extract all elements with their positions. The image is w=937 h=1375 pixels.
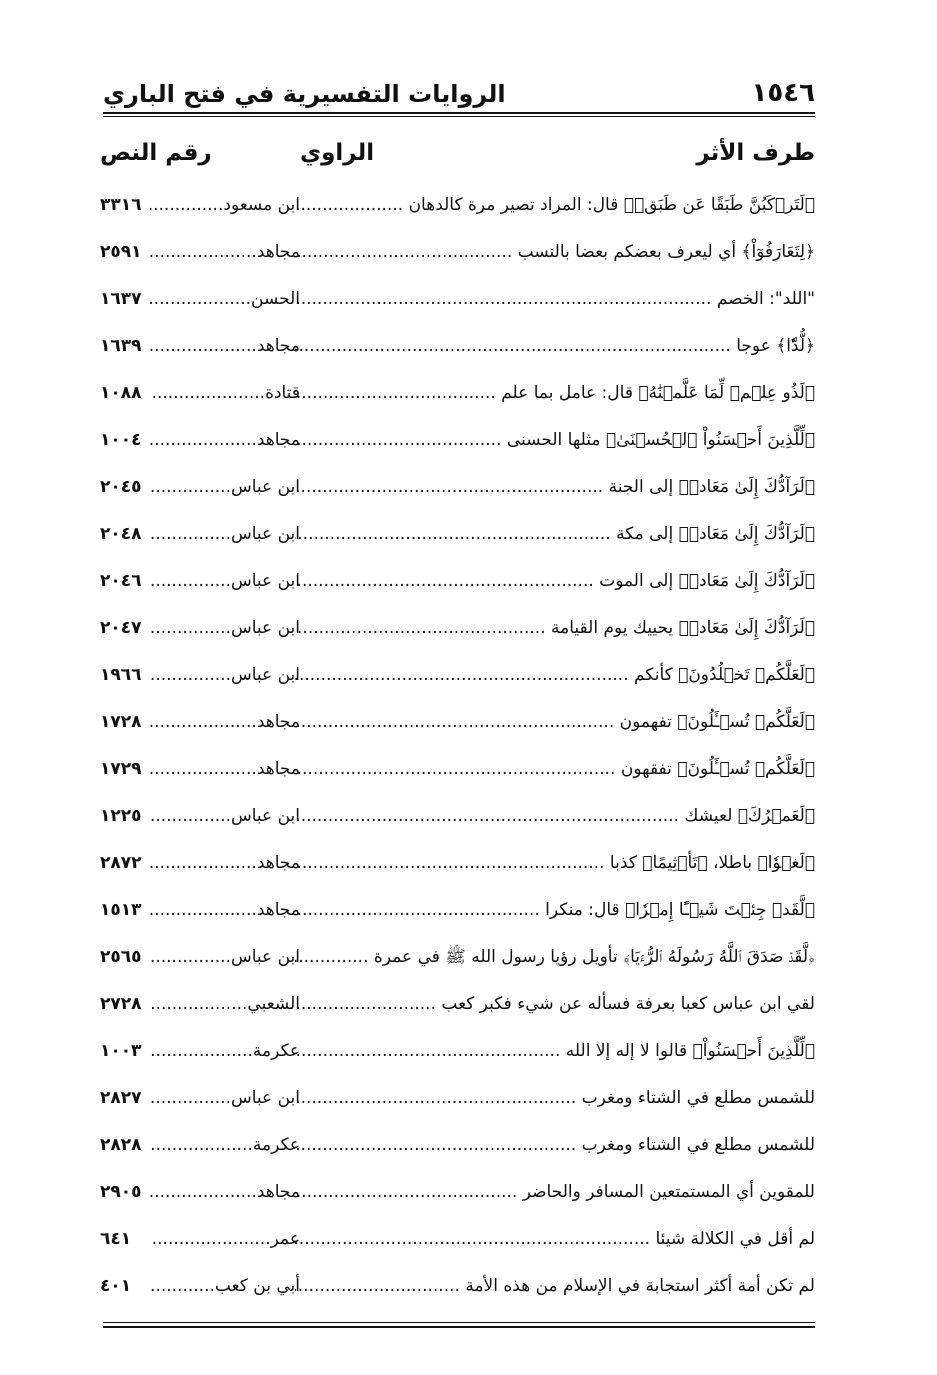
row-narrator-text: قتادة ..... xyxy=(150,383,300,403)
row-number: ٦٤١ xyxy=(100,1229,132,1249)
column-headers xyxy=(100,140,815,178)
row-narrator xyxy=(150,1263,300,1310)
row-tip xyxy=(295,887,815,934)
row-narrator xyxy=(150,229,300,276)
row-tip xyxy=(295,323,815,370)
row-narrator xyxy=(150,793,300,840)
row-number: ٢٨٢٨ xyxy=(100,1135,142,1155)
row-number: ٢٠٤٥ xyxy=(100,477,142,497)
row-tip xyxy=(295,699,815,746)
row-narrator-text: ابن عباس ..... xyxy=(150,618,300,638)
index-row xyxy=(100,605,815,652)
row-tip xyxy=(295,558,815,605)
row-narrator-text: ابن عباس ..... xyxy=(150,571,300,591)
index-row xyxy=(100,370,815,417)
row-tip xyxy=(295,746,815,793)
row-tip-text: للمقوين أي المستمتعين المسافر والحاضر ..... xyxy=(295,1182,815,1202)
row-number: ١٧٢٨ xyxy=(100,712,142,732)
column-header-number: رقم النص xyxy=(100,140,212,166)
row-narrator-text: الشعبي ..... xyxy=(150,994,300,1014)
row-narrator xyxy=(150,417,300,464)
row-number: ١٩٦٦ xyxy=(100,665,142,685)
index-row xyxy=(100,1263,815,1310)
row-narrator xyxy=(150,558,300,605)
row-tip xyxy=(295,1075,815,1122)
row-narrator xyxy=(150,370,300,417)
row-tip-text: ﴿لَعَلَّكُمۡ تُسۡـَٔلُونَ﴾ تفهمون ..... xyxy=(295,712,815,732)
index-row xyxy=(100,1169,815,1216)
row-tip-text: ﴿لَرَآدُّكَ إِلَىٰ مَعَادٖ﴾ إلى الموت ..... xyxy=(295,571,815,591)
row-tip xyxy=(295,1263,815,1310)
row-tip-text: لم أقل في الكلالة شيئا ..... xyxy=(295,1229,815,1249)
index-row xyxy=(100,981,815,1028)
row-number: ١٠٠٣ xyxy=(100,1041,142,1061)
row-tip xyxy=(295,182,815,229)
row-narrator-text: مجاهد ..... xyxy=(150,336,300,356)
index-row xyxy=(100,229,815,276)
row-tip-text: للشمس مطلع في الشتاء ومغرب ..... xyxy=(295,1135,815,1155)
row-narrator xyxy=(150,323,300,370)
index-row xyxy=(100,699,815,746)
page-number: ١٥٤٦ xyxy=(751,78,815,108)
row-narrator xyxy=(150,276,300,323)
row-narrator xyxy=(150,887,300,934)
row-tip-text: ﴿لَعَلَّكُمۡ تُسۡـَٔلُونَ﴾ تفقهون ..... xyxy=(295,759,815,779)
row-number: ٢٥٦٥ xyxy=(100,947,142,967)
index-row xyxy=(100,1216,815,1263)
row-narrator xyxy=(150,840,300,887)
index-row xyxy=(100,887,815,934)
index-row xyxy=(100,1075,815,1122)
row-tip xyxy=(295,370,815,417)
row-narrator xyxy=(150,1122,300,1169)
row-narrator xyxy=(150,981,300,1028)
row-number: ٢٧٢٨ xyxy=(100,994,142,1014)
row-tip xyxy=(295,981,815,1028)
index-row xyxy=(100,652,815,699)
row-tip-text: لم تكن أمة أكثر استجابة في الإسلام من هذه الأمة ..... xyxy=(295,1276,815,1296)
row-tip-text: ﴿لَغۡوٗا﴾ باطلا، ﴿تَأۡثِيمًا﴾ كذبا ..... xyxy=(295,853,815,873)
row-number: ٢٨٧٢ xyxy=(100,853,142,873)
index-row xyxy=(100,558,815,605)
row-number: ١٥١٣ xyxy=(100,900,142,920)
row-narrator-text: ابن عباس ..... xyxy=(150,1088,300,1108)
header-divider xyxy=(103,112,815,114)
row-narrator xyxy=(150,464,300,511)
row-narrator-text: مجاهد ..... xyxy=(150,1182,300,1202)
row-tip xyxy=(295,605,815,652)
row-narrator-text: مجاهد ..... xyxy=(150,900,300,920)
row-number: ٢٠٤٧ xyxy=(100,618,142,638)
row-tip-text: ﴿لَعَمۡرُكَ﴾ لعيشك ..... xyxy=(295,806,815,826)
index-row xyxy=(100,417,815,464)
row-narrator xyxy=(150,511,300,558)
index-row xyxy=(100,464,815,511)
row-narrator-text: مجاهد ..... xyxy=(150,430,300,450)
row-tip xyxy=(295,229,815,276)
row-narrator xyxy=(150,1216,300,1263)
row-tip xyxy=(295,417,815,464)
row-number: ١٧٢٩ xyxy=(100,759,142,779)
index-row xyxy=(100,934,815,981)
row-narrator-text: مجاهد ..... xyxy=(150,853,300,873)
row-tip-text: ﴿لَذُو عِلۡمٖ لِّمَا عَلَّمۡنَٰهُ﴾ قال: عامل بما علم ..... xyxy=(295,383,815,403)
row-tip-text: ﴿لَرَآدُّكَ إِلَىٰ مَعَادٖ﴾ يحييك يوم القيامة ..... xyxy=(295,618,815,638)
index-list xyxy=(100,182,815,1310)
row-tip-text: ﴿لَّقَدۡ صَدَقَ ٱللَّهُ رَسُولَهُ ٱلرُّءۡيَا﴾ تأويل رؤيا رسول الله ﷺ في عمرة ..... xyxy=(295,947,815,967)
row-narrator-text: ابن عباس ..... xyxy=(150,806,300,826)
row-number: ٢٩٠٥ xyxy=(100,1182,142,1202)
row-tip xyxy=(295,840,815,887)
row-tip-text: ﴿لَرَآدُّكَ إِلَىٰ مَعَادٖ﴾ إلى مكة ..... xyxy=(295,524,815,544)
row-tip-text: ﴿لَعَلَّكُمۡ تَخۡلُدُونَ﴾ كأنكم ..... xyxy=(295,665,815,685)
row-narrator-text: مجاهد ..... xyxy=(150,712,300,732)
row-narrator-text: ابن مسعود ..... xyxy=(150,195,300,215)
index-row xyxy=(100,182,815,229)
row-number: ٢٨٢٧ xyxy=(100,1088,142,1108)
row-narrator xyxy=(150,934,300,981)
row-number: ٢٥٩١ xyxy=(100,242,142,262)
index-row xyxy=(100,840,815,887)
row-narrator xyxy=(150,699,300,746)
row-number: ٢٠٤٦ xyxy=(100,571,142,591)
row-number: ٢٠٤٨ xyxy=(100,524,142,544)
index-row xyxy=(100,511,815,558)
row-number: ٤٠١ xyxy=(100,1276,132,1296)
row-tip xyxy=(295,652,815,699)
index-row xyxy=(100,276,815,323)
row-tip-text: "اللد": الخصم ..... xyxy=(295,289,815,309)
row-narrator xyxy=(150,1075,300,1122)
row-number: ١٦٣٩ xyxy=(100,336,142,356)
row-number: ١٠٨٨ xyxy=(100,383,142,403)
row-narrator-text: عمر ..... xyxy=(150,1229,300,1249)
column-header-tip: طرف الأثر xyxy=(696,140,815,166)
row-narrator-text: ابن عباس ..... xyxy=(150,524,300,544)
footer-divider xyxy=(103,1326,815,1328)
row-narrator-text: مجاهد ..... xyxy=(150,759,300,779)
index-row xyxy=(100,1122,815,1169)
row-narrator-text: الحسن ..... xyxy=(150,289,300,309)
row-tip xyxy=(295,464,815,511)
row-tip-text: للشمس مطلع في الشتاء ومغرب ..... xyxy=(295,1088,815,1108)
index-row xyxy=(100,746,815,793)
row-tip-text: ﴿لُّدّٗا﴾ عوجا ..... xyxy=(295,336,815,356)
row-narrator-text: ابن عباس ..... xyxy=(150,477,300,497)
footer-divider-thin xyxy=(103,1322,815,1323)
page-header xyxy=(103,66,815,108)
row-narrator xyxy=(150,652,300,699)
row-number: ٣٣١٦ xyxy=(100,195,142,215)
row-narrator-text: أبي بن كعب ..... xyxy=(150,1276,300,1296)
row-tip-text: ﴿لِّلَّذِينَ أَحۡسَنُواْ ٱلۡحُسۡنَىٰ﴾ مثلها الحسنى ..... xyxy=(295,430,815,450)
row-number: ١٦٣٧ xyxy=(100,289,142,309)
row-narrator-text: مجاهد ..... xyxy=(150,242,300,262)
row-number: ١٢٢٥ xyxy=(100,806,142,826)
row-tip-text: ﴿لَّقَدۡ جِئۡتَ شَيۡـًٔا إِمۡرٗا﴾ قال: منكرا ..... xyxy=(295,900,815,920)
row-tip-text: ﴿لَرَآدُّكَ إِلَىٰ مَعَادٖ﴾ إلى الجنة ..... xyxy=(295,477,815,497)
index-row xyxy=(100,323,815,370)
row-narrator xyxy=(150,605,300,652)
running-title: الروايات التفسيرية في فتح الباري xyxy=(103,80,506,108)
row-tip-text: ﴿لَتَرۡكَبُنَّ طَبَقًا عَن طَبَقٖ﴾ قال: المراد تصير مرة كالدهان ..... xyxy=(295,195,815,215)
row-narrator xyxy=(150,1028,300,1075)
header-divider-thin xyxy=(103,116,815,117)
row-tip xyxy=(295,511,815,558)
row-narrator-text: ابن عباس ..... xyxy=(150,665,300,685)
row-tip xyxy=(295,1122,815,1169)
row-tip xyxy=(295,934,815,981)
row-tip xyxy=(295,1028,815,1075)
row-narrator xyxy=(150,182,300,229)
row-narrator-text: ابن عباس ..... xyxy=(150,947,300,967)
index-row xyxy=(100,1028,815,1075)
row-tip xyxy=(295,276,815,323)
row-tip xyxy=(295,1169,815,1216)
row-narrator-text: عكرمة ..... xyxy=(150,1041,300,1061)
row-narrator-text: عكرمة ..... xyxy=(150,1135,300,1155)
row-tip xyxy=(295,1216,815,1263)
row-tip-text: ﴿لِّلَّذِينَ أَحۡسَنُواْ﴾ قالوا لا إله إلا الله ..... xyxy=(295,1041,815,1061)
row-tip xyxy=(295,793,815,840)
row-tip-text: ﴿لِتَعَارَفُوٓاْ﴾ أي ليعرف بعضكم بعضا بالنسب ..... xyxy=(295,242,815,262)
row-number: ١٠٠٤ xyxy=(100,430,142,450)
row-tip-text: لقي ابن عباس كعبا بعرفة فسأله عن شيء فكبر كعب ..... xyxy=(295,994,815,1014)
index-row xyxy=(100,793,815,840)
row-narrator xyxy=(150,746,300,793)
row-narrator xyxy=(150,1169,300,1216)
column-header-narrator: الراوي xyxy=(300,140,375,166)
